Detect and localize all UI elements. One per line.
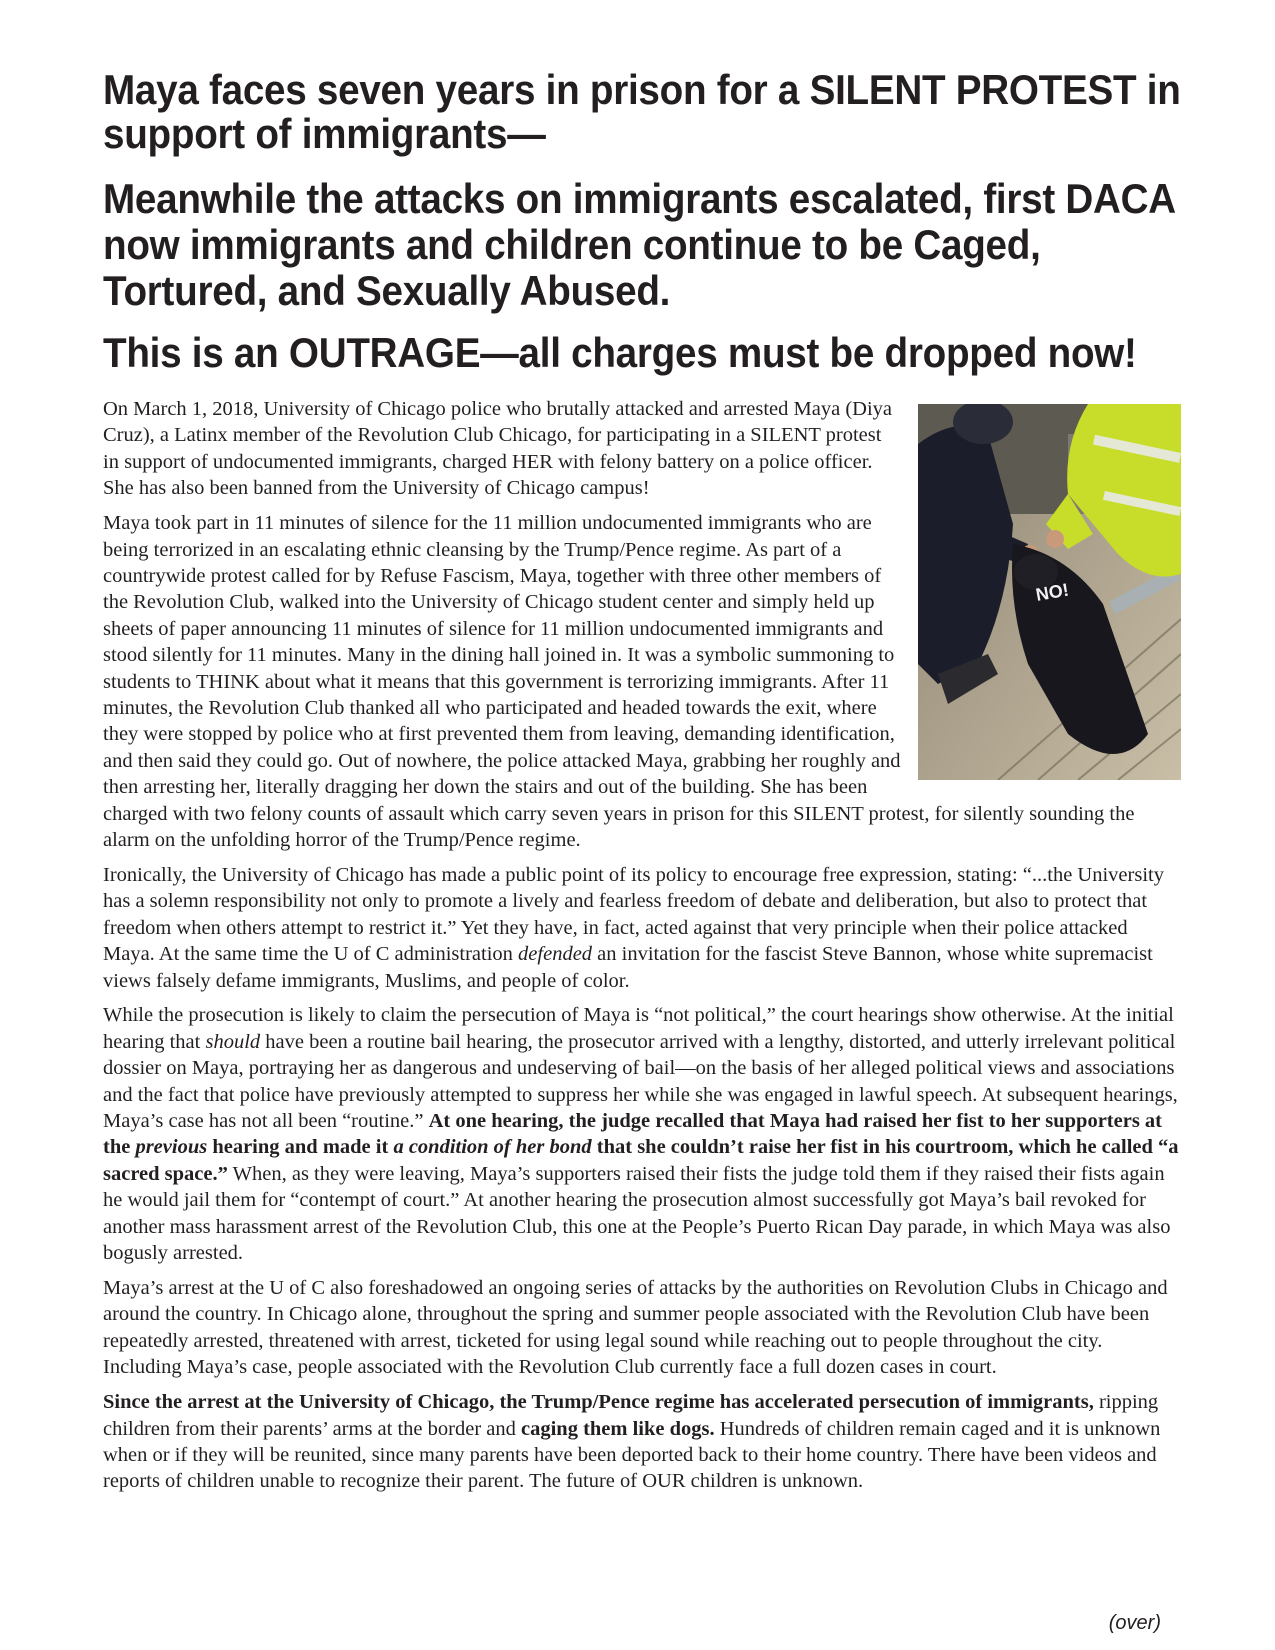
p6-bold-caging: caging them like dogs. <box>521 1417 715 1440</box>
p4-emphasis-should: should <box>205 1030 261 1053</box>
p3-text-c: an invitation for the fascist Steve Bannon, whose white supremacist views falsely defame immigrants, Muslims, and people of color. <box>103 943 1153 992</box>
paragraph-3 <box>103 862 1181 994</box>
p6-bold-lead: Since the arrest at the University of Chicago, the Trump/Pence regime has accelerated persecution of immigrants, <box>103 1391 1094 1414</box>
headline-outrage: This is an OUTRAGE—all charges must be dropped now! <box>103 329 1137 376</box>
p6-text-d: Hundreds of children remain caged and it is unknown when or if they will be reunited, since many parents have been deported back to their home country. There have been videos and reports of children unable to recognize their parent. The future of OUR children is unknown. <box>103 1417 1161 1493</box>
paragraph-6 <box>103 1389 1181 1495</box>
p4-text-a: While the prosecution is likely to claim the persecution of Maya is “not political,” the court hearings show otherwise. At the initial hearing that <box>103 1004 1174 1053</box>
p6-text-b: ripping children from their parents’ arms at the border and <box>103 1391 1159 1440</box>
paragraph-4 <box>103 1002 1181 1266</box>
p4-text-i: When, as they were leaving, Maya’s supporters raised their fists the judge told them if they raised their fists again he would jail them for “contempt of court.” At another hearing the prosecution almost successfully got Maya’s bail revoked for another mass harassment arrest of the Revolution Club, this one at the People’s Puerto Rican Day parade, in which Maya was also bogusly arrested. <box>103 1162 1171 1265</box>
paragraph-5: Maya’s arrest at the U of C also foreshadowed an ongoing series of attacks by the authorities on Revolution Clubs in Chicago and around the country. In Chicago alone, throughout the spring and summer people associated with the Revolution Club have been repeatedly arrested, threatened with arrest, ticketed for using legal sound while reaching out to people throughout the city. Including Maya’s case, people associated with the Revolution Club currently face a full dozen cases in court. <box>103 1277 1168 1379</box>
arrest-photo <box>918 404 1181 780</box>
headline-sub: Meanwhile the attacks on immigrants escalated, first DACA now immigrants and children continue to be Caged, Tortured, and Sexually Abused. <box>103 175 1175 314</box>
headline-main: Maya faces seven years in prison for a SILENT PROTEST in support of immigrants— <box>103 66 1181 157</box>
p4-bold-italic-previous: previous <box>135 1136 208 1159</box>
p3-text-a: Ironically, the University of Chicago has made a public point of its policy to encourage free expression, stating: “...the University has a solemn responsibility not only to promote a lively and fearless freedom of debate and deliberation, but also to protect that freedom when others attempt to restrict it.” Yet they have, in fact, acted against that very principle when their police attacked Maya. At the same time the U of C administration <box>103 863 1164 966</box>
p4-bold-d: At one hearing, the judge recalled that Maya had raised her fist to her supporters at the <box>103 1110 1163 1159</box>
paragraph-1: On March 1, 2018, University of Chicago police who brutally attacked and arrested Maya (Diya Cruz), a Latinx member of the Revolution Club Chicago, for participating in a SILENT protest in support of undocumented immigrants, charged HER with felony battery on a police officer. She has also been banned from the University of Chicago campus! <box>103 398 893 500</box>
p4-bold-f: hearing and made it <box>207 1136 394 1159</box>
paragraph-2: Maya took part in 11 minutes of silence for the 11 million undocumented immigrants who are being terrorized in an escalating ethnic cleansing by the Trump/Pence regime. As part of a countrywide protest called for by Refuse Fascism, Maya, together with three other members of the Revolution Club, walked into the University of Chicago student center and simply held up sheets of paper announcing 11 minutes of silence for 11 million undocumented immigrants and stood silently for 11 minutes. Many in the dining hall joined in. It was a symbolic summoning to students to THINK about what it means that this government is terrorizing immigrants. After 11 minutes, the Revolution Club thanked all who participated and headed towards the exit, where they were stopped by police who at first prevented them from leaving, demanding identification, and then said they could go. Out of nowhere, the police attacked Maya, grabbing her roughly and then arresting her, literally dragging her down the stairs and out of the building. She has been charged with two felony counts of assault which carry seven years in prison for this SILENT protest, for silently sounding the alarm on the unfolding horror of the Trump/Pence regime. <box>103 512 1135 851</box>
p4-bold-italic-condition: a condition of her bond <box>393 1136 592 1159</box>
article-body <box>103 396 1181 1503</box>
over-note: (over) <box>1108 1612 1161 1634</box>
shirt-text: NO! <box>1034 579 1071 605</box>
p3-emphasis-defended: defended <box>518 943 593 966</box>
p4-text-c: have been a routine bail hearing, the prosecutor arrived with a lengthy, distorted, and utterly irrelevant political dossier on Maya, portraying her as dangerous and undeserving of bail—on the basis of her alleged political views and associations and the fact that police have previously attempted to suppress her while she was engaged in lawful speech. At subsequent hearings, Maya’s case has not all been “routine.” <box>103 1030 1178 1133</box>
p4-bold-h: that she couldn’t raise her fist in his courtroom, which he called “a sacred space.” <box>103 1136 1179 1185</box>
arrest-photo-illustration <box>918 404 1181 780</box>
